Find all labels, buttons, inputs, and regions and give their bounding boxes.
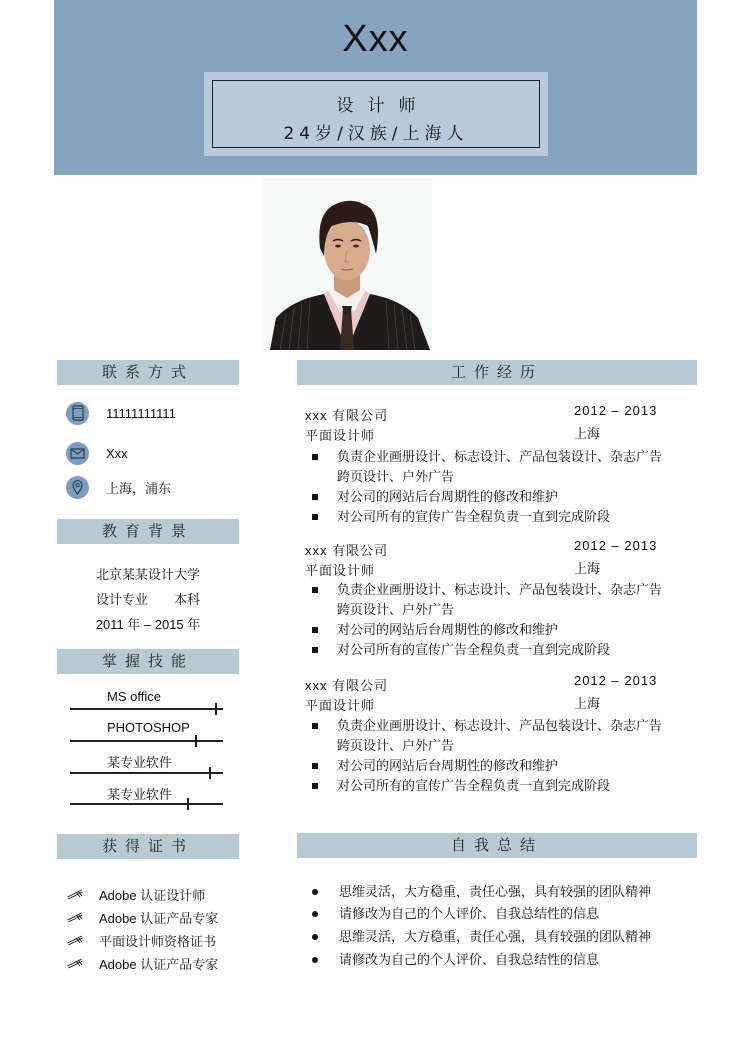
diploma-scroll-icon: [67, 911, 85, 923]
bullet-square-icon: [312, 514, 318, 520]
contact-item-phone: [66, 401, 176, 425]
bullet-dot-icon: [312, 934, 318, 940]
header-banner: [54, 0, 697, 175]
contact-item-email: [66, 441, 128, 465]
job-duty: 对公司所有的宣传广告全程负责一直到完成阶段: [305, 640, 695, 660]
certificate-item: [67, 931, 216, 949]
title-box: [204, 72, 548, 156]
job-city: 上海: [574, 426, 601, 441]
skill-level-marker: [195, 735, 197, 747]
job-duty: 对公司所有的宣传广告全程负责一直到完成阶段: [305, 776, 695, 796]
contact-email-text: Xxx: [106, 445, 128, 461]
phone-icon: [66, 402, 89, 425]
job-duty: 对公司的网站后台周期性的修改和维护: [305, 756, 695, 776]
skill-level-marker: [209, 767, 211, 779]
section-header-contact: 联系方式: [57, 360, 239, 385]
profile-photo: [262, 178, 432, 350]
job-company: xxx 有限公司: [305, 678, 389, 693]
summary-item: 请修改为自己的个人评价、自我总结性的信息: [312, 904, 599, 924]
summary-item: 思维灵活，大方稳重，责任心强，具有较强的团队精神: [312, 882, 651, 902]
job-duty: 对公司的网站后台周期性的修改和维护: [305, 620, 695, 640]
section-header-education: 教育背景: [57, 519, 239, 544]
summary-item: 思维灵活，大方稳重，责任心强，具有较强的团队精神: [312, 927, 651, 947]
job-city: 上海: [574, 696, 601, 711]
contact-phone-text: 11111111111: [106, 405, 176, 421]
certificate-name: Adobe 认证设计师: [99, 887, 206, 903]
section-header-skills: 掌握技能: [57, 649, 239, 674]
certificate-name: Adobe 认证产品专家: [99, 910, 219, 926]
certificate-item: [67, 954, 218, 972]
job-dates: 2012 – 2013: [574, 538, 658, 553]
skill-bar: [70, 803, 223, 805]
section-header-summary: 自我总结: [297, 833, 697, 858]
contact-location-text: 上海，浦东: [106, 480, 172, 496]
bullet-square-icon: [312, 647, 318, 653]
contact-item-location: [66, 475, 172, 499]
bullet-square-icon: [312, 454, 318, 460]
job-role: 平面设计师: [305, 428, 376, 443]
job-duty: 对公司的网站后台周期性的修改和维护: [305, 487, 695, 507]
bullet-square-icon: [312, 627, 318, 633]
bullet-square-icon: [312, 587, 318, 593]
job-duty: 负责企业画册设计、标志设计、产品包装设计、杂志广告跨页设计、户外广告: [305, 447, 695, 487]
education-period: 2011 年 – 2015 年: [95, 617, 201, 632]
certificate-item: [67, 908, 218, 926]
education-school: 北京某某设计大学: [95, 567, 200, 582]
education-major-degree: 设计专业 本科: [95, 592, 200, 607]
summary-item: 请修改为自己的个人评价、自我总结性的信息: [312, 950, 599, 970]
job-title: 设计师: [336, 96, 430, 116]
certificate-name: 平面设计师资格证书: [99, 933, 217, 949]
skill-level-marker: [215, 703, 217, 715]
skill-bar: [70, 708, 223, 710]
job-dates: 2012 – 2013: [574, 403, 658, 418]
diploma-scroll-icon: [67, 957, 85, 969]
title-box-border: [212, 80, 540, 148]
job-duty: 负责企业画册设计、标志设计、产品包装设计、杂志广告跨页设计、户外广告: [305, 716, 695, 756]
portrait-illustration: [262, 178, 432, 350]
skill-bar: [70, 772, 223, 774]
diploma-scroll-icon: [67, 888, 85, 900]
bullet-dot-icon: [312, 889, 318, 895]
certificate-item: [67, 885, 205, 903]
section-header-certificates: 获得证书: [57, 834, 239, 859]
bullet-dot-icon: [312, 911, 318, 917]
mail-icon: [66, 442, 89, 465]
skill-label: MS office: [107, 689, 161, 704]
job-role: 平面设计师: [305, 698, 376, 713]
skill-label: PHOTOSHOP: [107, 720, 190, 735]
job-company: xxx 有限公司: [305, 543, 389, 558]
skill-label: 某专业软件: [107, 787, 173, 802]
bullet-dot-icon: [312, 957, 318, 963]
bullet-square-icon: [312, 494, 318, 500]
certificate-name: Adobe 认证产品专家: [99, 956, 219, 972]
bullet-square-icon: [312, 763, 318, 769]
skill-level-marker: [187, 798, 189, 810]
bullet-square-icon: [312, 783, 318, 789]
candidate-name: Xxx: [342, 18, 409, 60]
job-company: xxx 有限公司: [305, 408, 389, 423]
section-header-work: 工作经历: [297, 360, 697, 385]
bullet-square-icon: [312, 723, 318, 729]
job-role: 平面设计师: [305, 563, 376, 578]
job-city: 上海: [574, 561, 601, 576]
skill-label: 某专业软件: [107, 755, 173, 770]
job-duty: 对公司所有的宣传广告全程负责一直到完成阶段: [305, 507, 695, 527]
skill-bar: [70, 740, 223, 742]
personal-info: 24岁/汉族/上海人: [283, 124, 469, 144]
job-dates: 2012 – 2013: [574, 673, 658, 688]
job-duty: 负责企业画册设计、标志设计、产品包装设计、杂志广告跨页设计、户外广告: [305, 580, 695, 620]
location-pin-icon: [66, 476, 89, 499]
diploma-scroll-icon: [67, 934, 85, 946]
